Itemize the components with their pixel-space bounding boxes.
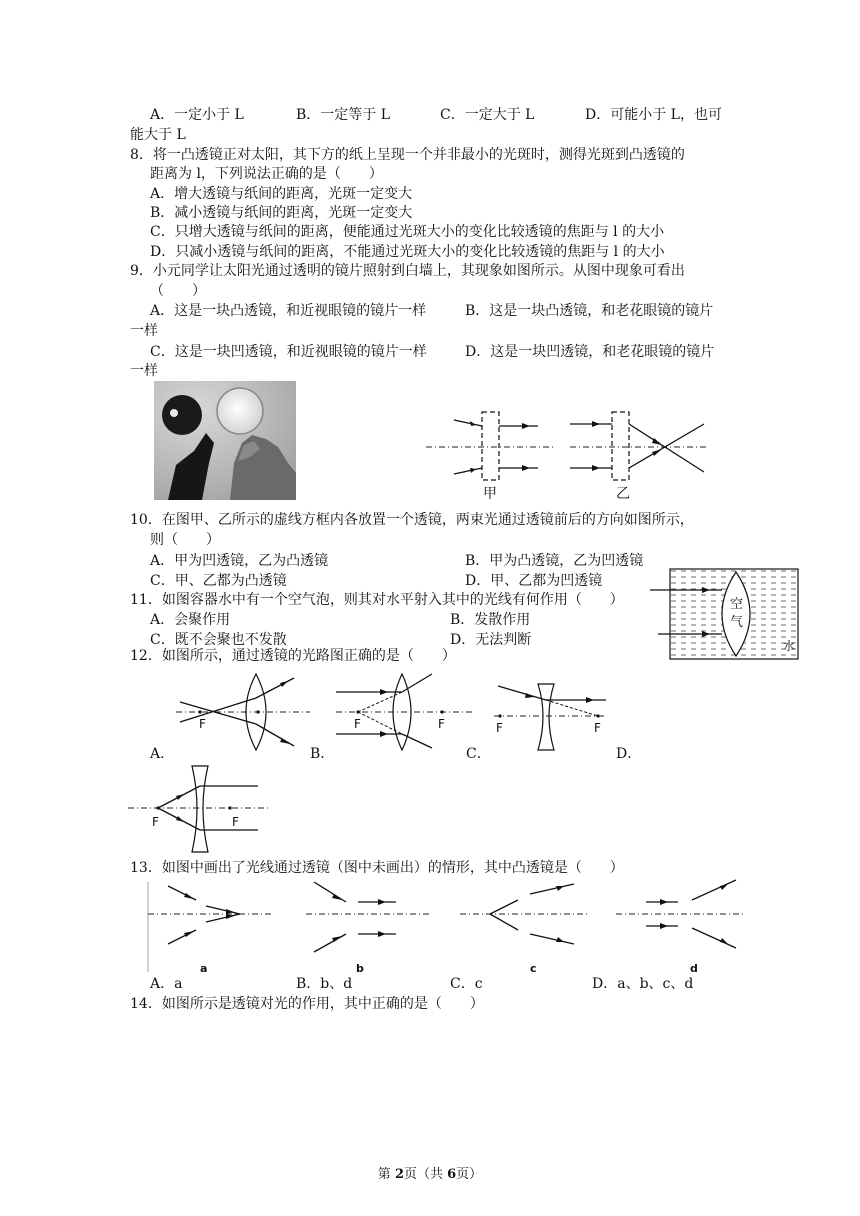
q10-stem-cont: 则（ ） [150,532,220,548]
q12-option-b: B． [310,746,335,762]
footer-post: 页） [456,1167,483,1182]
q7-option-d-cont: 能大于 L [130,127,186,143]
q14-stem: 14．如图所示是透镜对光的作用，其中正确的是（ ） [130,996,484,1012]
q9-option-a: A．这是一块凸透镜，和近视眼镜的镜片一样 [150,303,427,319]
q11-option-b: B．发散作用 [450,612,531,628]
q8-option-c: C．只增大透镜与纸间的距离，便能通过光斑大小的变化比较透镜的焦距与 l 的大小 [150,224,665,240]
fig10-yi-label: 乙 [616,486,630,502]
q13-label-a: a [200,962,208,975]
q13-option-d: D．a、b、c、d [592,976,694,992]
q13-diagram-b [306,878,430,974]
q11-stem: 11．如图容器水中有一个空气泡，则其对水平射入其中的光线有何作用（ ） [130,592,624,608]
q7-option-d: D．可能小于 L，也可 [585,107,722,123]
q13-diagram-c [460,878,590,974]
fig10-yi-box [612,412,629,480]
q13-diagram-d [616,878,746,974]
q13-label-d: d [690,962,698,975]
q9-stem-cont: （ ） [150,283,206,299]
q12-d-focus-right: F [232,815,239,829]
q10-stem: 10．在图甲、乙所示的虚线方框内各放置一个透镜，两束光通过透镜前后的方向如图所示， [130,512,694,528]
q12-b-focus-right: F [438,717,445,731]
q9-option-d: D．这是一块凹透镜，和老花眼镜的镜片 [465,344,715,360]
q13-option-b: B．b、d [296,976,353,992]
q12-a-focus: F [199,717,206,731]
q9-option-c: C．这是一块凹透镜，和近视眼镜的镜片一样 [150,344,427,360]
q13-option-c: C．c [450,976,483,992]
q10-option-d: D．甲、乙都为凹透镜 [465,573,603,589]
footer-total-pages: 6 [447,1167,457,1182]
fig10-jia-box [482,412,499,480]
q9-option-b: B．这是一块凸透镜，和老花眼镜的镜片 [465,303,714,319]
q12-option-c: C． [466,746,491,762]
q12-option-d: D． [616,746,642,762]
q12-option-a: A． [150,746,175,762]
q7-option-c: C．一定大于 L [440,107,535,123]
q12-diagram-b [336,672,472,754]
q9-option-b-cont: 一样 [130,323,158,339]
q12-diagram-a [176,672,310,754]
q9-photo [154,381,296,500]
q9-stem: 9．小元同学让太阳光通过透明的镜片照射到白墙上，其现象如图所示。从图中现象可看出 [130,263,685,279]
q13-label-b: b [356,962,364,975]
q11-air-char1: 空 [730,597,744,612]
q7-option-a: A．一定小于 L [150,107,244,123]
page-footer [0,1163,860,1182]
q8-option-d: D．只减小透镜与纸间的距离，不能通过光斑大小的变化比较透镜的焦距与 l 的大小 [150,244,665,260]
fig10-jia-label: 甲 [483,486,497,502]
q11-option-a: A．会聚作用 [150,612,231,628]
q11-option-d: D．无法判断 [450,632,532,648]
fig10-jia-diagram [426,410,556,510]
q13-diagram-a [148,878,272,974]
q12-diagram-c [494,680,614,754]
q12-c-focus-left: F [496,721,503,735]
q11-water-label: 水 [783,639,796,653]
q12-d-focus-left: F [152,815,159,829]
footer-pre: 第 [377,1167,395,1182]
q13-option-a: A．a [150,976,183,992]
footer-mid: 页（共 [403,1167,448,1182]
q11-option-c: C．既不会聚也不发散 [150,632,287,648]
q13-label-c: c [530,962,537,975]
q10-option-c: C．甲、乙都为凸透镜 [150,573,287,589]
q11-container-diagram [650,568,800,662]
footer-page-number: 2 [394,1167,404,1182]
q7-option-b: B．一定等于 L [296,107,391,123]
q9-option-d-cont: 一样 [130,363,158,379]
q10-option-a: A．甲为凹透镜，乙为凸透镜 [150,553,329,569]
q12-diagram-d [128,764,268,856]
q12-stem: 12．如图所示，通过透镜的光路图正确的是（ ） [130,648,456,664]
q12-c-focus-right: F [594,721,601,735]
q8-stem: 8．将一凸透镜正对太阳，其下方的纸上呈现一个并非最小的光斑时，测得光斑到凸透镜的 [130,147,685,163]
q10-option-b: B．甲为凸透镜，乙为凹透镜 [465,553,644,569]
q12-b-focus-left: F [354,717,361,731]
q13-stem: 13．如图中画出了光线通过透镜（图中未画出）的情形，其中凸透镜是（ ） [130,860,624,876]
q11-air-char2: 气 [730,615,744,630]
q8-stem-cont: 距离为 l，下列说法正确的是（ ） [150,166,383,182]
fig10-yi-diagram [570,410,710,510]
q8-option-b: B．减小透镜与纸间的距离，光斑一定变大 [150,205,413,221]
q8-option-a: A．增大透镜与纸间的距离，光斑一定变大 [150,186,413,202]
